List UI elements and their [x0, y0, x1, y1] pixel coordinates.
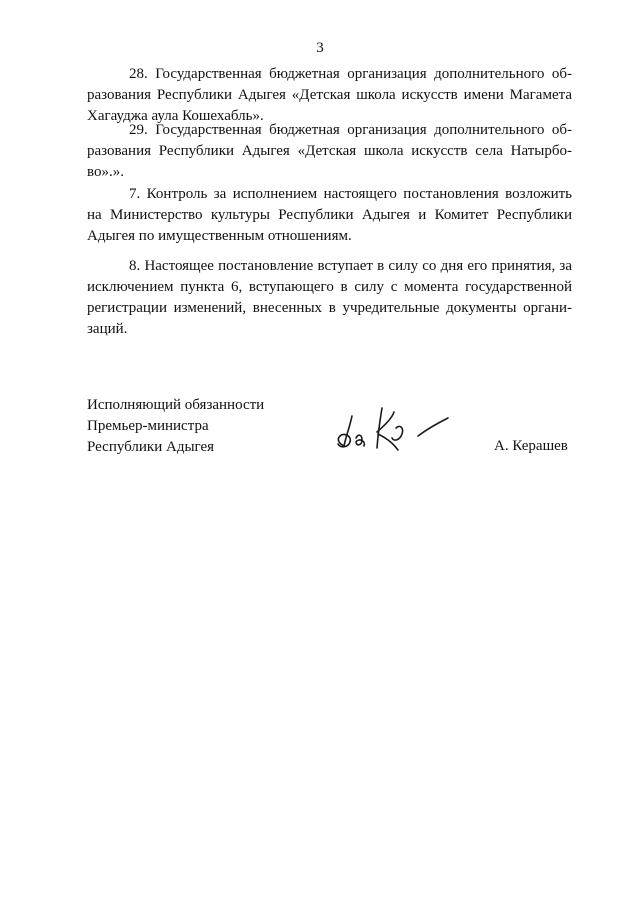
paragraph-line: исключением пункта 6, вступающего в силу с момента государственной	[87, 279, 572, 295]
paragraph-item-28	[87, 64, 572, 127]
paragraph-line: 29. Государственная бюджетная организация дополнительного об-	[129, 122, 572, 138]
signatory-line: Исполняющий обязанности	[87, 397, 265, 413]
signer-name: А. Керашев	[494, 438, 568, 454]
paragraph-line: Адыгея по имущественным отношениям.	[87, 228, 352, 244]
paragraph-line: заций.	[87, 321, 128, 337]
paragraph-line: 7. Контроль за исполнением настоящего постановления возложить	[129, 186, 572, 202]
paragraph-clause-8	[87, 256, 572, 340]
signatory-title	[87, 395, 264, 458]
handwritten-signature	[330, 398, 460, 458]
paragraph-line: Хагауджа аула Кошехабль».	[87, 108, 264, 124]
page-number: 3	[316, 40, 324, 56]
paragraph-line: разования Республики Адыгея «Детская школа искусств села Натырбо-	[87, 143, 572, 159]
paragraph-item-29	[87, 120, 572, 183]
paragraph-line: 8. Настоящее постановление вступает в силу со дня его принятия, за	[129, 258, 572, 274]
paragraph-line: разования Республики Адыгея «Детская школа искусств имени Магамета	[87, 87, 572, 103]
paragraph-clause-7	[87, 184, 572, 247]
signatory-line: Премьер-министра	[87, 418, 209, 434]
paragraph-line: во».».	[87, 164, 124, 180]
paragraph-line: на Министерство культуры Республики Адыгея и Комитет Республики	[87, 207, 572, 223]
paragraph-line: 28. Государственная бюджетная организация дополнительного об-	[129, 66, 572, 82]
paragraph-line: регистрации изменений, внесенных в учредительные документы органи-	[87, 300, 572, 316]
signatory-line: Республики Адыгея	[87, 439, 215, 455]
